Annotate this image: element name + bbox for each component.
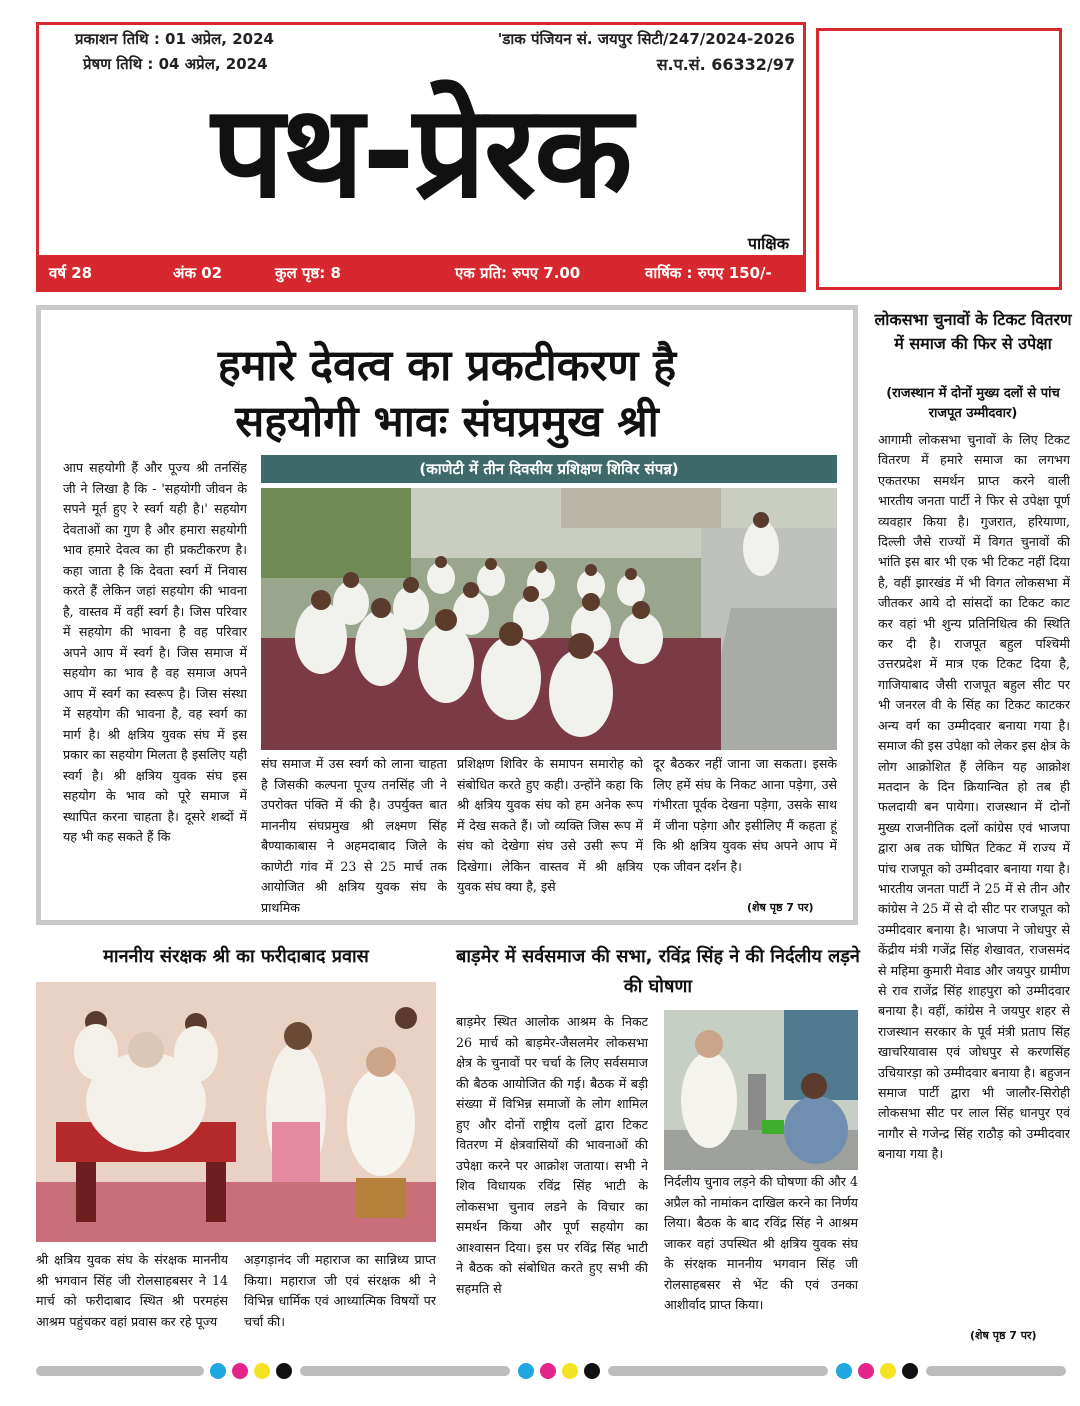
right-story-subhead: (राजस्थान में दोनों मुख्य दलों से पांच राजपूत उम्मीदवार): [886, 386, 1060, 421]
faridabad-column-1: श्री क्षत्रिय युवक संघ के संरक्षक माननीय श्री भगवान सिंह जी रोलसाहबसर ने 14 मार्च को फरीदाबाद स्थित श्री परमहंस आश्रम पहुंचकर वहां प्रवास कर रहे पूज्य: [36, 1252, 228, 1329]
advertisement-box: [816, 28, 1062, 290]
issue-label: अंक 02: [173, 264, 223, 282]
newspaper-title: पथ-प्रेरक: [211, 78, 631, 227]
dispatch-date: प्रेषण तिथि : 04 अप्रेल, 2024: [83, 55, 268, 73]
registration-dot-magenta: [232, 1363, 248, 1379]
footer-bar-middle: [300, 1366, 510, 1376]
postal-registration: 'डाक पंजियन सं. जयपुर सिटी/247/2024-2026: [497, 30, 795, 48]
footer-bar-left: [36, 1366, 204, 1376]
registration-dot-yellow: [254, 1363, 270, 1379]
pages-label: कुल पृष्ठ: 8: [275, 264, 341, 282]
registration-dot-black-3: [902, 1363, 918, 1379]
right-story-body: आगामी लोकसभा चुनावों के लिए टिकट वितरण में हमारे समाज का लगभग एकतरफा समर्थन प्राप्त करने वाली भारतीय जनता पार्टी ने फिर से उपेक्षा पूर्ण व्यवहार किया है। गुजरात, हरियाणा, दिल्ली जैसे राज्यों में विगत चुनावों की भांति इस बार भी एक भी टिकट नहीं दिया है, वहीं झारखंड में भी विगत लोकसभा में जीतकर आये दो सांसदों का टिकट काट कर वहां भी शुन्य प्रतिनिधित्व की स्थिति कर दी है। राजपूत बहुल पश्चिमी उत्तरप्रदेश में मात्र एक टिकट दिया है, गाजियाबाद जैसी राजपूत बहुल सीट पर भी जनरल वी के सिंह का टिकट काटकर अन्य वर्ग का उम्मीदवार बनाया गया है। समाज की इस उपेक्षा को लेकर इस क्षेत्र के लोग आक्रोशित हैं लेकिन यह आक्रोश मतदान के दिन क्रियान्वित हो तब ही फलदायी बन पायेगा। राजस्थान में दोनों मुख्य राजनीतिक दलों कांग्रेस एवं भाजपा द्वारा अब तक घोषित टिकट में राज्य में पांच राजपूत को उम्मीदवार बनाया गया है। भारतीय जनता पार्टी ने 25 में से तीन और कांग्रेस ने 25 में से दो सीट पर राजपूत को उम्मीदवार बनाया है। भाजपा ने जोधपुर से केंद्रीय मंत्री गजेंद्र सिंह शेखावत, राजसमंद से महिमा कुमारी मेवाड और जयपुर ग्रामीण से राव राजेंद्र सिंह शाहपुरा को उम्मीदवार बनाया है। वहीं, कांग्रेस ने जयपुर शहर से राजस्थान सरकार के पूर्व मंत्री प्रताप सिंह खाचरियावास एवं जोधपुर से करणसिंह उचियारड़ा को उम्मीदवार बनाया है। बहुजन समाज पार्टी द्वारा भी जालौर-सिरोही लोकसभा सीट पर लाल सिंह धानपुर एवं नागौर से गजेन्द्र सिंह राठौड़ को उम्मीदवार बनाया गया है।: [878, 432, 1070, 1162]
right-story-continued-note: (शेष पृष्ठ 7 पर): [970, 1329, 1037, 1342]
annual-label: वार्षिक : रुपए 150/-: [645, 264, 772, 282]
registration-dot-magenta-2: [540, 1363, 556, 1379]
registration-dot-black: [276, 1363, 292, 1379]
lead-column-3: प्रशिक्षण शिविर के समापन समारोह को संबोधित करते हुए कही। उन्होंने कहा कि श्री क्षत्रिय युवक संघ को हम अनेक रूप में देख सकते हैं। जो व्यक्ति जिस रूप में संघ को देखेगा संघ उसे उसी रूप में दिखेगा। लेकिन वास्तव में श्री क्षत्रिय युवक संघ क्या है, इसे: [457, 756, 643, 894]
price-label: एक प्रति: रुपए 7.00: [455, 264, 581, 282]
registration-dot-yellow-2: [562, 1363, 578, 1379]
camp-photo-illustration: [261, 488, 837, 750]
barmer-column-1: बाड़मेर स्थित आलोक आश्रम के निकट 26 मार्च को बाड़मेर-जैसलमेर लोकसभा क्षेत्र के चुनावों पर चर्चा के लिए सर्वसमाज की बैठक आयोजित की गई। बैठक में बड़ी संख्या में विभिन्न समाजों के लोग शामिल हुए और दोनों राष्ट्रीय दलों द्वारा टिकट वितरण में क्षेत्रवासियों की भावनाओं की उपेक्षा करने पर आक्रोश जताया। सभी ने शिव विधायक रविंद्र सिंह भाटी के लोकसभा चुनाव लडने के विचार का समर्थन किया और पूर्ण सहयोग का आश्वासन दिया। इस पर रविंद्र सिंह भाटी ने बैठक को संबोधित करते हुए सभी की सहमति से: [456, 1014, 648, 1296]
registration-dot-cyan-2: [518, 1363, 534, 1379]
barmer-photo-illustration: [664, 1010, 858, 1170]
registration-dot-magenta-3: [858, 1363, 874, 1379]
publish-date: प्रकाशन तिथि : 01 अप्रेल, 2024: [75, 30, 274, 48]
sps-number: स.प.सं. 66332/97: [656, 55, 795, 74]
barmer-headline: बाड़मेर में सर्वसमाज की सभा, रविंद्र सिंह ने की निर्दलीय लड़ने की घोषणा: [456, 946, 860, 997]
camp-photo: [261, 488, 837, 750]
lead-subhead-banner: (काणेटी में तीन दिवसीय प्रशिक्षण शिविर संपन्न): [261, 455, 837, 483]
frequency-label: पाक्षिक: [747, 234, 789, 253]
year-label: वर्ष 28: [49, 264, 93, 282]
faridabad-column-2: अड़गड़ानंद जी महाराज का सान्निध्य प्राप्त किया। महाराज जी एवं संरक्षक श्री ने विभिन्न धार्मिक एवं आध्यात्मिक विषयों पर चर्चा की।: [244, 1252, 436, 1329]
lead-continued-note: (शेष पृष्ठ 7 पर): [747, 901, 814, 914]
lead-headline-line-2: सहयोगी भावः संघप्रमुख श्री: [235, 397, 659, 447]
right-story-headline: लोकसभा चुनावों के टिकट वितरण में समाज की फिर से उपेक्षा: [874, 310, 1072, 353]
lead-headline-line-1: हमारे देवत्व का प्रकटीकरण है: [217, 341, 677, 391]
registration-dot-yellow-3: [880, 1363, 896, 1379]
masthead: [36, 22, 806, 292]
barmer-column-2: निर्दलीय चुनाव लड़ने की घोषणा की और 4 अप्रैल को नामांकन दाखिल करने का निर्णय लिया। बैठक के बाद रविंद्र सिंह ने आश्रम जाकर वहां उपस्थित श्री क्षत्रिय युवक संघ के संरक्षक माननीय भगवान सिंह जी रोलसाहबसर से भेंट की एवं उनका आशीर्वाद प्राप्त किया।: [664, 1174, 858, 1312]
faridabad-headline: माननीय संरक्षक श्री का फरीदाबाद प्रवास: [103, 946, 369, 967]
lead-story: [36, 305, 858, 925]
faridabad-photo-illustration: [36, 982, 436, 1242]
registration-dot-black-2: [584, 1363, 600, 1379]
footer-bar-right: [926, 1366, 1066, 1376]
faridabad-photo: [36, 982, 436, 1242]
registration-dot-cyan: [210, 1363, 226, 1379]
lead-headline: [41, 338, 853, 450]
barmer-photo: [664, 1010, 858, 1170]
lead-column-1: आप सहयोगी हैं और पूज्य श्री तनसिंह जी ने लिखा है कि - 'सहयोगी जीवन के सपने मूर्त हुए रे स्वर्ग यही है।' सहयोग देवताओं का गुण है और हमारा सहयोगी भाव हमारे देवत्व का ही प्रकटीकरण है। कहा जाता है कि देवता स्वर्ग में निवास करते हैं लेकिन जहां सहयोग की भावना है, वास्तव में वहीं स्वर्ग है। जिस परिवार में सहयोग की भावना है वह परिवार अपने आप में स्वर्ग है। जिस समाज में सहयोग का भाव है वह समाज अपने आप में स्वर्ग का स्वरूप है। जिस संस्था में सहयोग की भावना है, वह स्वर्ग का मार्ग है। श्री क्षत्रिय युवक संघ में इस प्रकार का सहयोग मिलता है इसलिए यही स्वर्ग है। श्री क्षत्रिय युवक संघ इस सहयोग के भाव को पूरे समाज में स्थापित करना चाहता है। दूसरे शब्दों में यह भी कह सकते हैं कि: [63, 460, 247, 844]
registration-dot-cyan-3: [836, 1363, 852, 1379]
lead-column-4: दूर बैठकर नहीं जाना जा सकता। इसके लिए हमें संघ के निकट आना पड़ेगा, उसे गंभीरता पूर्वक देखना पड़ेगा, उसके साथ में जीना पड़ेगा और इसीलिए मैं कहता हूं कि श्री क्षत्रिय युवक संघ अपने आप में एक जीवन दर्शन है।: [653, 756, 837, 874]
lead-column-2: संघ समाज में उस स्वर्ग को लाना चाहता है जिसकी कल्पना पूज्य तनसिंह जी ने उपरोक्त पंक्ति में की है। उपर्युक्त बात माननीय संघप्रमुख श्री लक्ष्मण सिंह बैण्याकाबास ने अहमदाबाद जिले के काणेटी गांव में 23 से 25 मार्च तक आयोजित श्री क्षत्रिय युवक संघ के प्राथमिक: [261, 756, 447, 914]
footer-bar-middle-2: [608, 1366, 828, 1376]
issue-info-bar: [39, 255, 803, 289]
